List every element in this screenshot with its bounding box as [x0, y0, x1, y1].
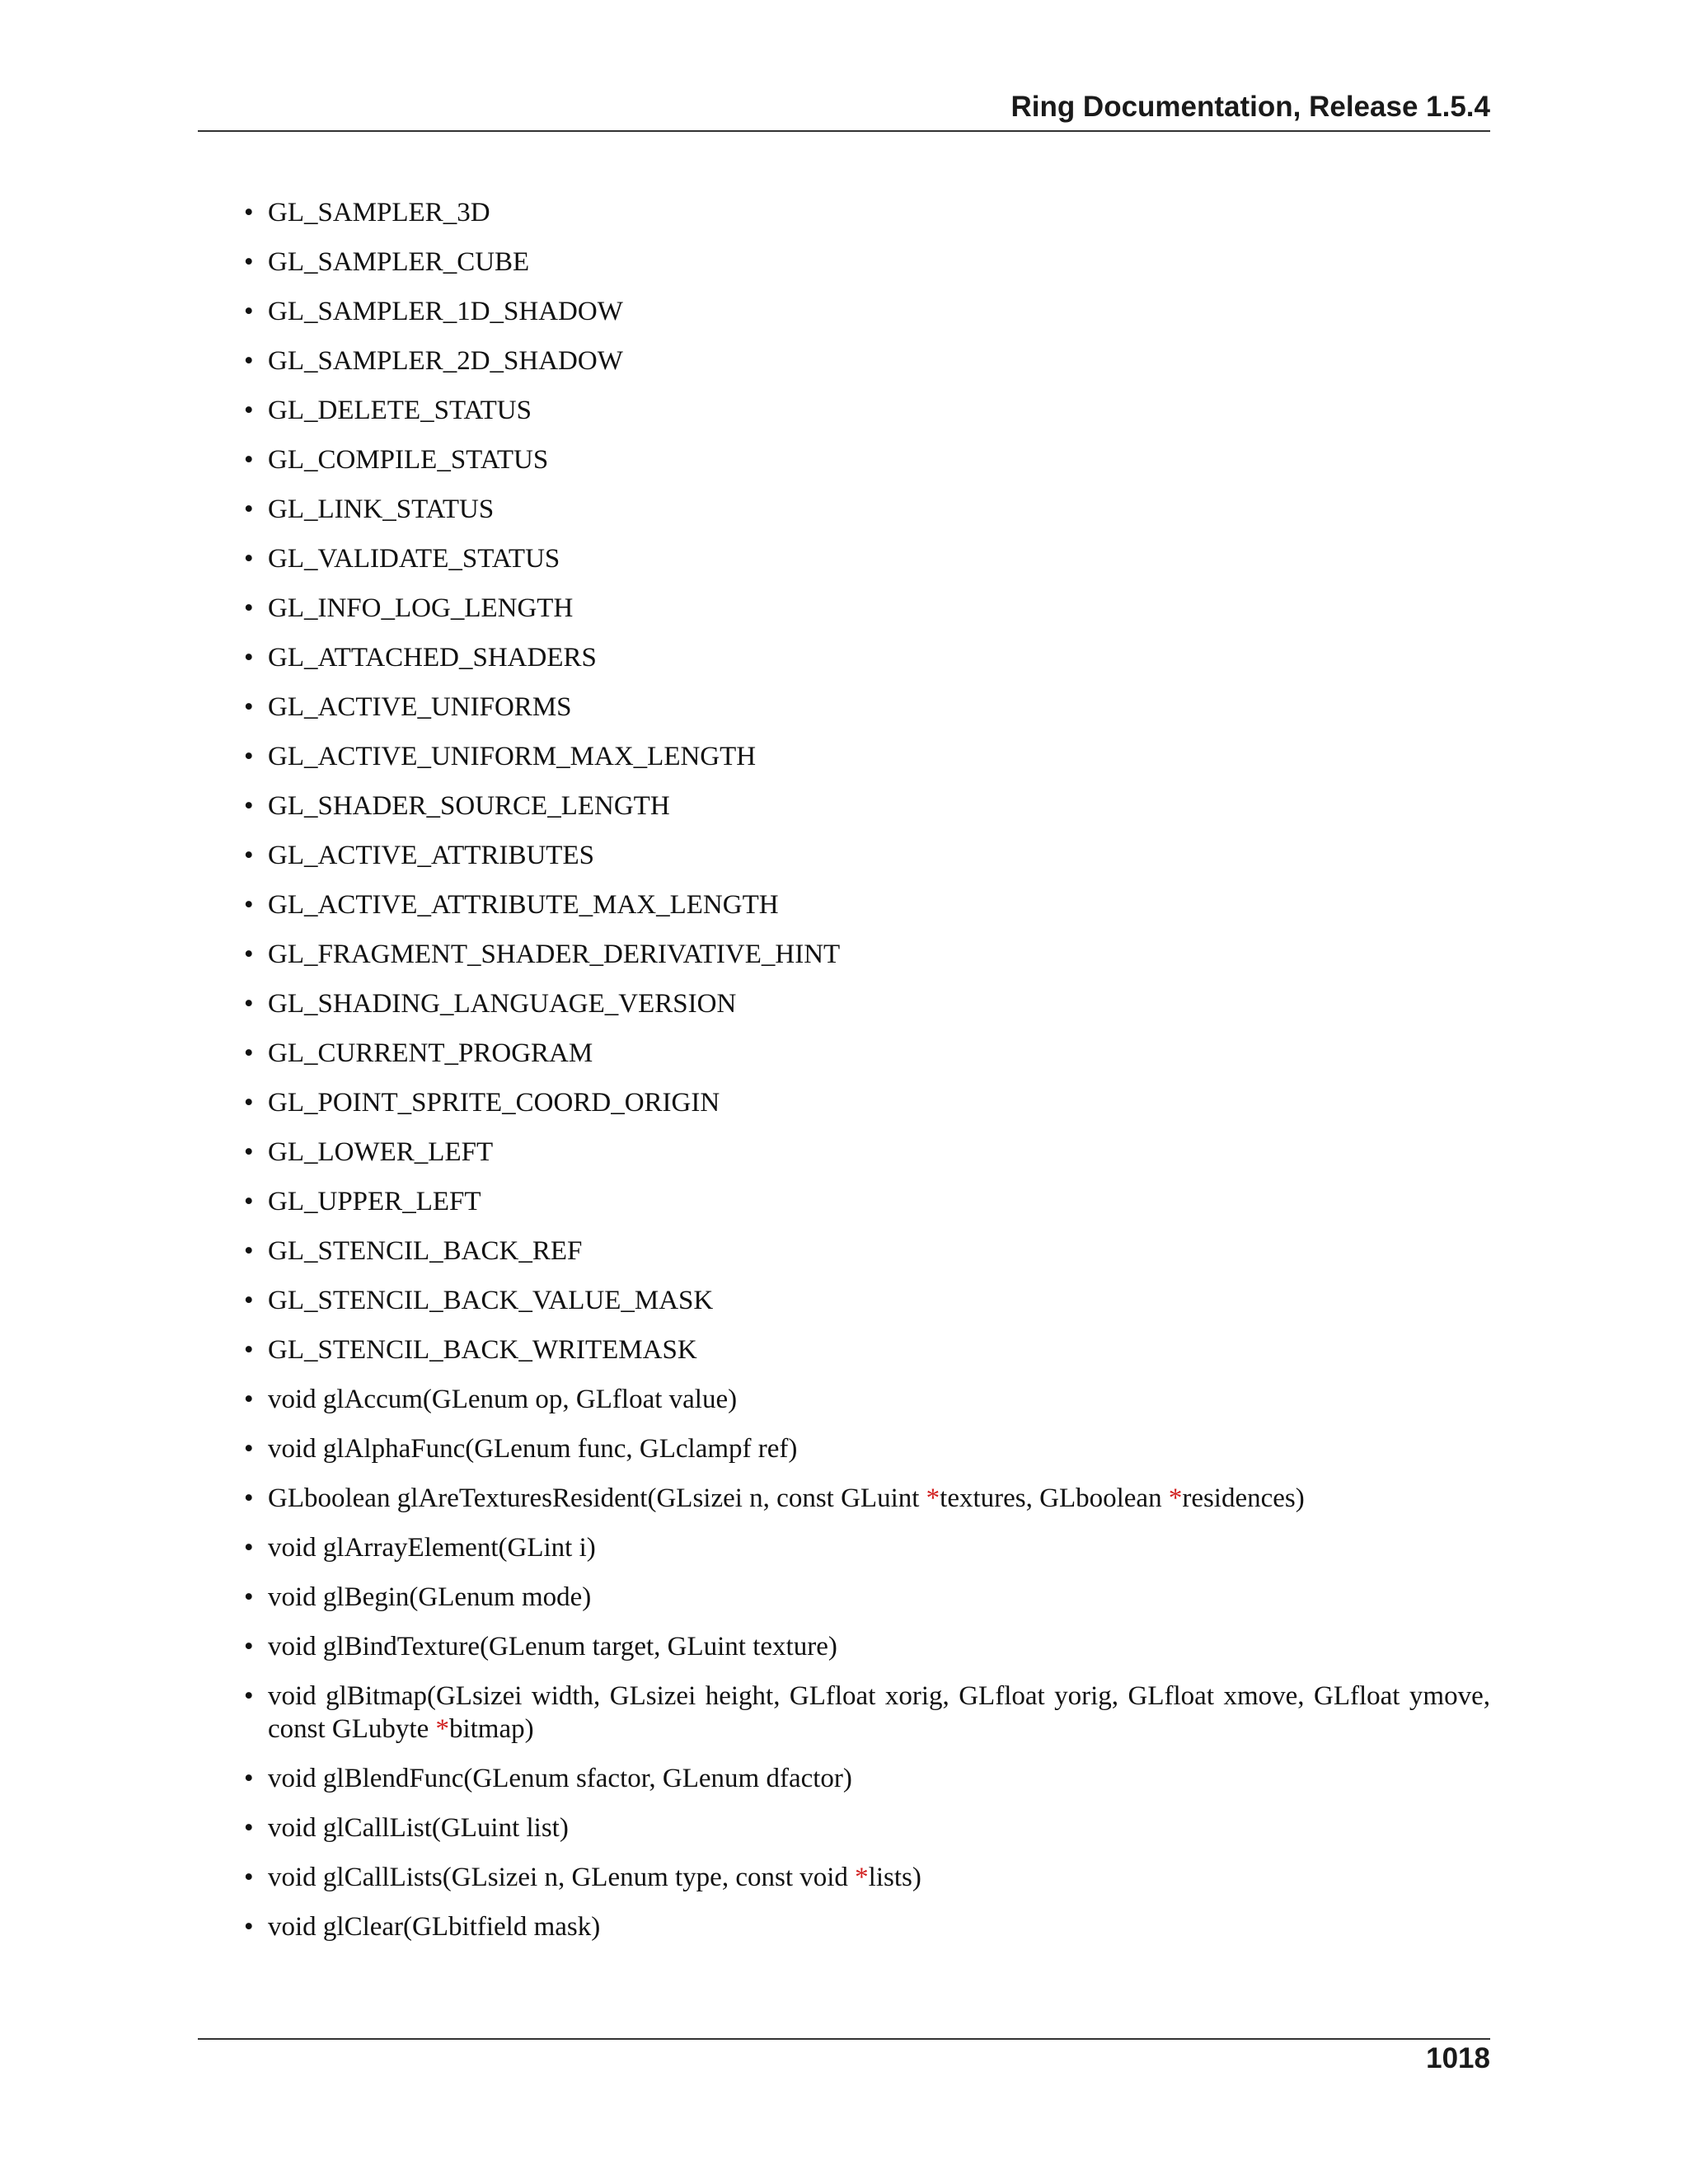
item-text: GLboolean glAreTexturesResident(GLsizei n, const GLuint	[268, 1483, 926, 1513]
pointer-asterisk: *	[926, 1483, 940, 1513]
list-item	[244, 592, 1490, 625]
item-text: GL_FRAGMENT_SHADER_DERIVATIVE_HINT	[268, 940, 841, 969]
item-text: GL_SAMPLER_3D	[268, 198, 490, 227]
item-text: void glBlendFunc(GLenum sfactor, GLenum dfactor)	[268, 1764, 852, 1793]
bullet-icon: •	[244, 692, 254, 722]
bullet-icon: •	[244, 1088, 254, 1118]
item-text: GL_SHADER_SOURCE_LENGTH	[268, 791, 670, 821]
bullet-icon: •	[244, 742, 254, 771]
item-text: GL_SAMPLER_CUBE	[268, 247, 530, 277]
list-item	[244, 1185, 1490, 1218]
bullet-icon: •	[244, 1632, 254, 1661]
bullet-icon: •	[244, 247, 254, 277]
bullet-icon: •	[244, 1533, 254, 1563]
item-text: lists)	[868, 1863, 921, 1892]
item-text: GL_VALIDATE_STATUS	[268, 544, 560, 574]
item-text: GL_STENCIL_BACK_REF	[268, 1236, 583, 1266]
list-item	[244, 740, 1490, 773]
item-text: GL_UPPER_LEFT	[268, 1187, 481, 1216]
item-text: void glBegin(GLenum mode)	[268, 1582, 592, 1612]
item-text: residences)	[1182, 1483, 1305, 1513]
item-text: GL_POINT_SPRITE_COORD_ORIGIN	[268, 1088, 720, 1118]
bullet-icon: •	[244, 791, 254, 821]
page-number: 1018	[1426, 2042, 1490, 2074]
bullet-icon: •	[244, 297, 254, 326]
list-item	[244, 1136, 1490, 1169]
bullet-icon: •	[244, 643, 254, 673]
bullet-icon: •	[244, 544, 254, 574]
pointer-asterisk: *	[855, 1863, 869, 1892]
item-text: GL_CURRENT_PROGRAM	[268, 1038, 593, 1068]
item-text: GL_STENCIL_BACK_VALUE_MASK	[268, 1286, 714, 1315]
item-text: GL_ACTIVE_UNIFORM_MAX_LENGTH	[268, 742, 757, 771]
pointer-asterisk: *	[1168, 1483, 1183, 1513]
bullet-list	[244, 196, 1490, 1960]
item-text: void glAlphaFunc(GLenum func, GLclampf ref)	[268, 1434, 798, 1464]
running-header: Ring Documentation, Release 1.5.4	[1010, 91, 1490, 123]
item-text: GL_ATTACHED_SHADERS	[268, 643, 597, 673]
item-text: GL_INFO_LOG_LENGTH	[268, 593, 574, 623]
item-text: bitmap)	[448, 1714, 534, 1744]
list-item	[244, 1680, 1490, 1746]
list-item	[244, 196, 1490, 229]
bullet-icon: •	[244, 494, 254, 524]
item-text: GL_SAMPLER_1D_SHADOW	[268, 297, 623, 326]
footer-rule	[198, 2038, 1490, 2040]
bullet-icon: •	[244, 593, 254, 623]
bullet-icon: •	[244, 1137, 254, 1167]
list-item	[244, 938, 1490, 971]
bullet-icon: •	[244, 1434, 254, 1464]
bullet-icon: •	[244, 940, 254, 969]
bullet-icon: •	[244, 1385, 254, 1414]
list-item	[244, 493, 1490, 526]
list-item	[244, 1482, 1490, 1515]
item-text: void glCallList(GLuint list)	[268, 1813, 569, 1843]
header-rule	[198, 130, 1490, 132]
bullet-icon: •	[244, 841, 254, 870]
item-text: void glArrayElement(GLint i)	[268, 1533, 596, 1563]
item-text: GL_ACTIVE_ATTRIBUTES	[268, 841, 594, 870]
bullet-icon: •	[244, 890, 254, 920]
item-text: GL_STENCIL_BACK_WRITEMASK	[268, 1335, 697, 1365]
item-text: textures, GLboolean	[940, 1483, 1169, 1513]
list-item	[244, 443, 1490, 476]
bullet-icon: •	[244, 1038, 254, 1068]
item-text: void glBitmap(GLsizei width, GLsizei height, GLfloat xorig, GLfloat yorig, GLfloat xmove, GLfloat ymove, const GLubyte	[268, 1681, 1490, 1744]
item-text: GL_SHADING_LANGUAGE_VERSION	[268, 989, 737, 1019]
bullet-icon: •	[244, 396, 254, 425]
list-item	[244, 1910, 1490, 1943]
bullet-icon: •	[244, 198, 254, 227]
list-item	[244, 542, 1490, 575]
bullet-icon: •	[244, 1236, 254, 1266]
bullet-icon: •	[244, 1912, 254, 1942]
item-text: void glAccum(GLenum op, GLfloat value)	[268, 1385, 738, 1414]
item-text: void glClear(GLbitfield mask)	[268, 1912, 601, 1942]
item-text: GL_LOWER_LEFT	[268, 1137, 494, 1167]
list-item	[244, 1762, 1490, 1795]
pointer-asterisk: *	[435, 1714, 449, 1744]
list-item	[244, 888, 1490, 921]
list-item	[244, 394, 1490, 427]
list-item	[244, 246, 1490, 279]
bullet-icon: •	[244, 1187, 254, 1216]
item-text: GL_ACTIVE_ATTRIBUTE_MAX_LENGTH	[268, 890, 779, 920]
list-item	[244, 1333, 1490, 1366]
item-text: void glCallLists(GLsizei n, GLenum type, const void	[268, 1863, 856, 1892]
list-item	[244, 790, 1490, 823]
list-item	[244, 1284, 1490, 1317]
bullet-icon: •	[244, 1813, 254, 1843]
list-item	[244, 1861, 1490, 1894]
list-item	[244, 1811, 1490, 1844]
list-item	[244, 1037, 1490, 1070]
list-item	[244, 1581, 1490, 1614]
bullet-icon: •	[244, 1764, 254, 1793]
bullet-icon: •	[244, 1483, 254, 1513]
list-item	[244, 1630, 1490, 1663]
list-item	[244, 1383, 1490, 1416]
item-text: GL_ACTIVE_UNIFORMS	[268, 692, 572, 722]
item-text: GL_LINK_STATUS	[268, 494, 495, 524]
bullet-icon: •	[244, 1286, 254, 1315]
bullet-icon: •	[244, 1681, 254, 1711]
list-item	[244, 344, 1490, 377]
item-text: GL_SAMPLER_2D_SHADOW	[268, 346, 623, 376]
list-item	[244, 1086, 1490, 1119]
bullet-icon: •	[244, 1582, 254, 1612]
list-item	[244, 295, 1490, 328]
item-text: void glBindTexture(GLenum target, GLuint texture)	[268, 1632, 837, 1661]
bullet-icon: •	[244, 346, 254, 376]
list-item	[244, 987, 1490, 1020]
bullet-icon: •	[244, 445, 254, 475]
bullet-icon: •	[244, 1863, 254, 1892]
list-item	[244, 839, 1490, 872]
item-text: GL_DELETE_STATUS	[268, 396, 532, 425]
list-item	[244, 1531, 1490, 1564]
list-item	[244, 1235, 1490, 1268]
list-item	[244, 641, 1490, 674]
list-item	[244, 691, 1490, 724]
bullet-icon: •	[244, 989, 254, 1019]
item-text: GL_COMPILE_STATUS	[268, 445, 549, 475]
bullet-icon: •	[244, 1335, 254, 1365]
list-item	[244, 1432, 1490, 1465]
